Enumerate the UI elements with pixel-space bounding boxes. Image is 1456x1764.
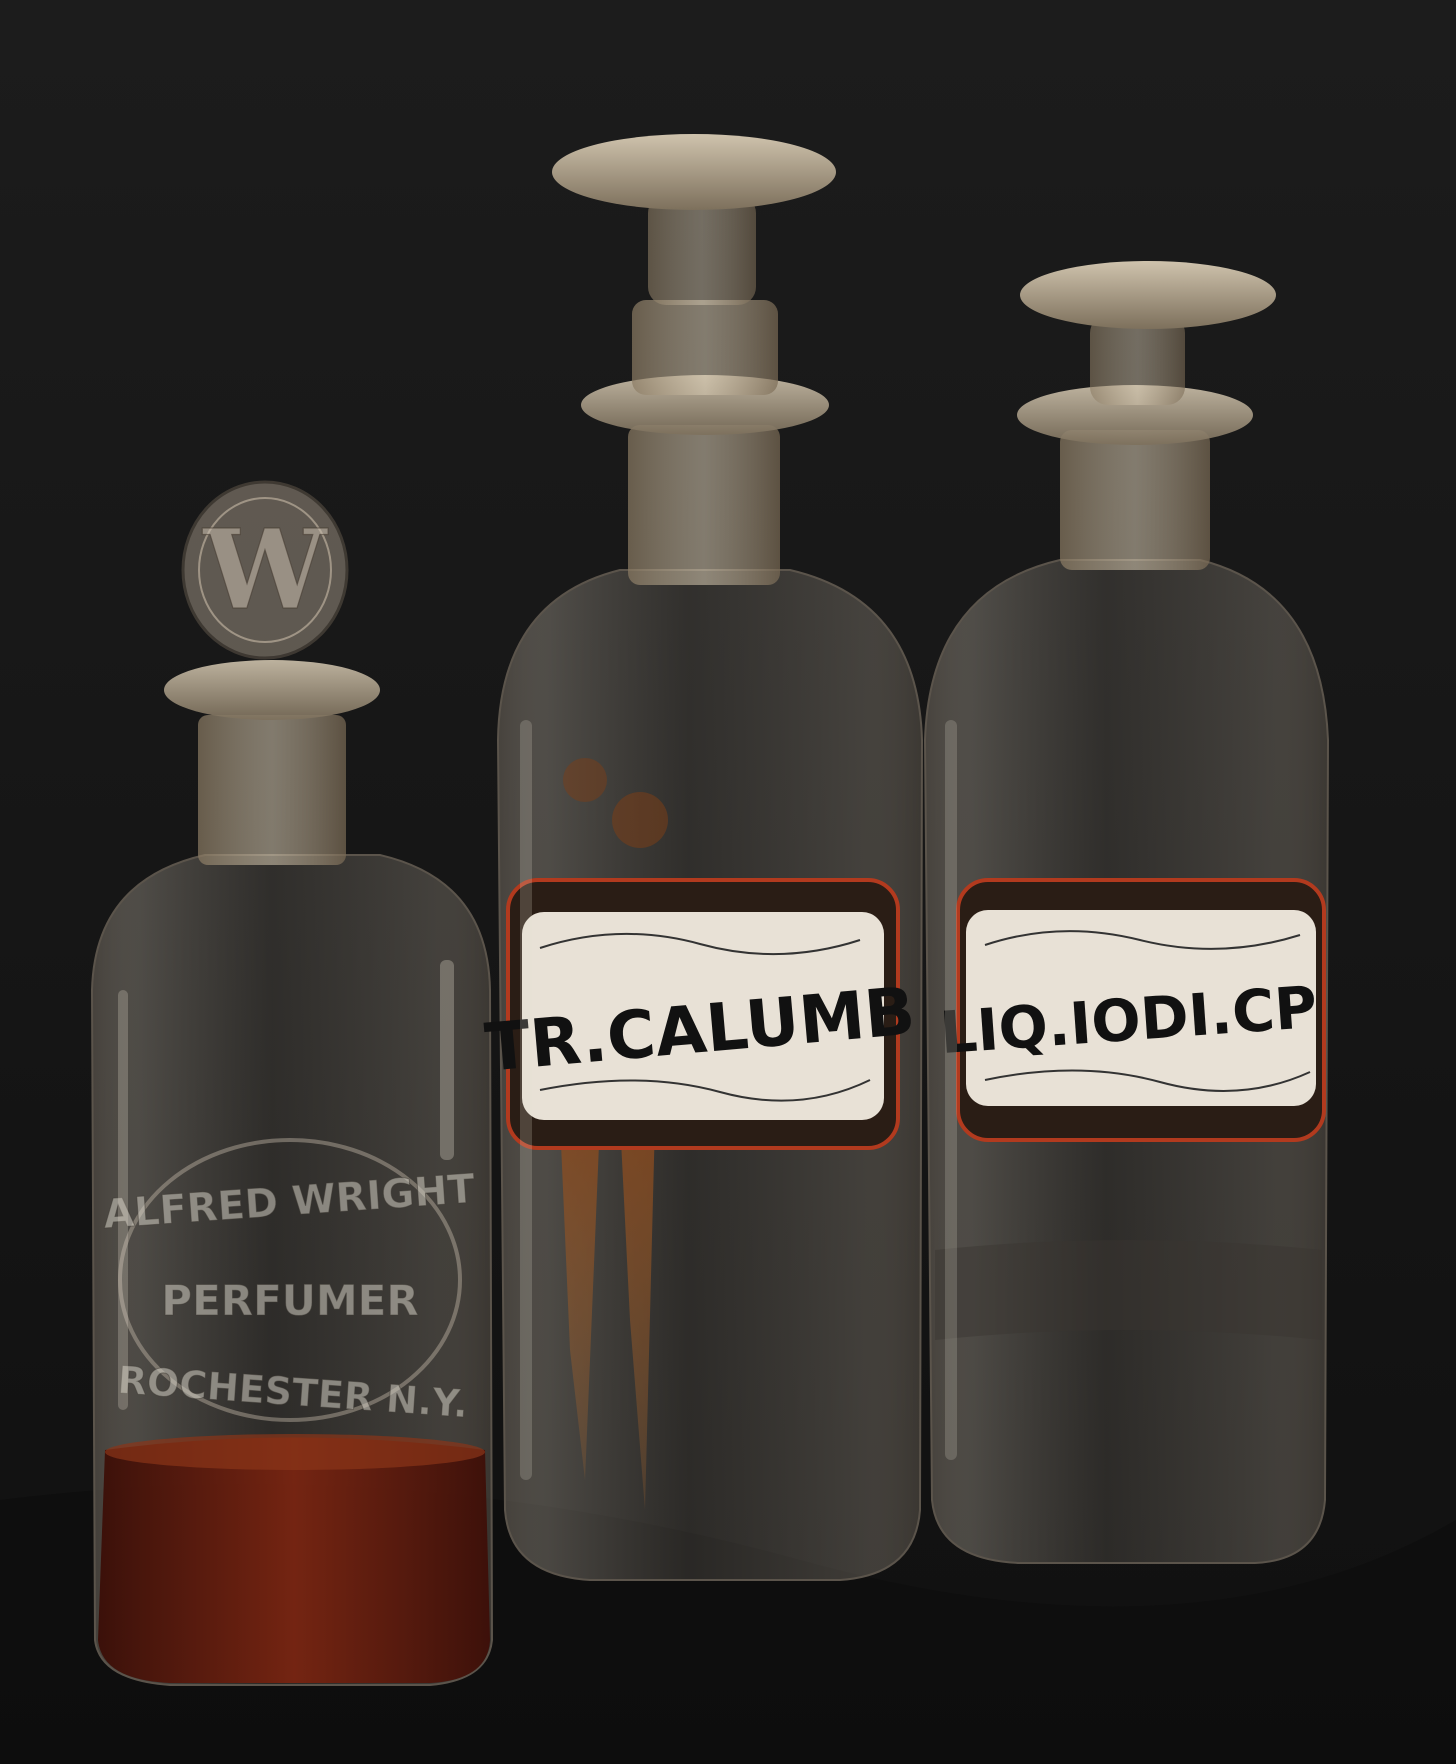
rust-spot bbox=[563, 758, 607, 802]
liquid-surface bbox=[105, 1434, 485, 1470]
stopper-monogram: W bbox=[203, 505, 327, 634]
glass-highlight bbox=[118, 990, 128, 1410]
glass-highlight bbox=[945, 720, 957, 1460]
emboss-maker-name: ALFRED WRIGHT bbox=[101, 1166, 477, 1238]
middle-stopper-cap bbox=[552, 134, 836, 210]
emboss-trade: PERFUMER bbox=[161, 1276, 419, 1325]
middle-label-text: TR.CALUMB bbox=[482, 972, 919, 1087]
middle-stopper-stem bbox=[648, 195, 756, 305]
right-bottle-neck bbox=[1060, 430, 1210, 570]
rust-spot bbox=[612, 792, 668, 848]
emboss-city: ROCHESTER N.Y. bbox=[116, 1357, 470, 1427]
residue-band bbox=[935, 1240, 1322, 1340]
left-bottle-collar bbox=[164, 660, 380, 720]
glass-highlight bbox=[440, 960, 454, 1160]
glass-highlight bbox=[520, 720, 532, 1480]
right-stopper-cap bbox=[1020, 261, 1276, 329]
left-bottle-neck bbox=[198, 715, 346, 865]
middle-stopper-shank bbox=[632, 300, 778, 395]
middle-bottle-neck bbox=[628, 425, 780, 585]
right-label-text: LIQ.IODI.CP bbox=[937, 972, 1320, 1068]
amber-liquid bbox=[98, 1438, 490, 1684]
